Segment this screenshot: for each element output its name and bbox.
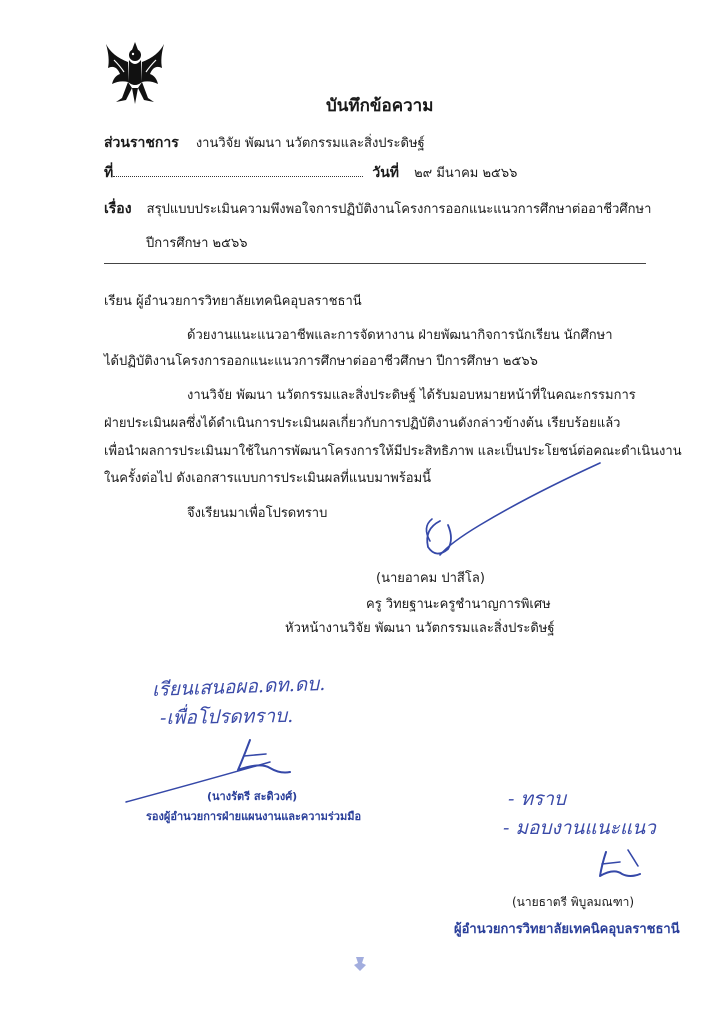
signature-1-scribble [410, 455, 610, 565]
subject-line-2: ปีการศึกษา ๒๕๖๖ [146, 236, 248, 251]
handwritten-note-line-2: -เพื่อโปรดทราบ. [159, 704, 294, 730]
signer1-rank: ครู วิทยฐานะครูชำนาญการพิเศษ [366, 597, 551, 612]
para1-line-2: ได้ปฏิบัติงานโครงการออกแนะแนวการศึกษาต่ออาชีวศึกษา ปีการศึกษา ๒๕๖๖ [104, 354, 538, 369]
header-divider [104, 263, 646, 264]
signer3-position: ผู้อำนวยการวิทยาลัยเทคนิคอุบลราชธานี [454, 922, 680, 937]
para2-line-1: งานวิจัย พัฒนา นวัตกรรมและสิ่งประดิษฐ์ ได้รับมอบหมายหน้าที่ในคณะกรรมการ [187, 388, 636, 403]
department-value: งานวิจัย พัฒนา นวัตกรรมและสิ่งประดิษฐ์ [195, 136, 425, 151]
department-label: ส่วนราชการ [104, 135, 179, 151]
garuda-emblem-icon [102, 38, 168, 110]
signature-3-scribble [592, 846, 652, 886]
signer2-name: (นางรัตรี สะดิวงศ์) [207, 790, 298, 803]
signer3-name: (นายธาตรี พิบูลมณฑา) [512, 895, 635, 909]
handwritten-right-line-1: - ทราบ [508, 788, 566, 810]
stamp-mark-icon [352, 955, 368, 973]
date-label: วันที่ [372, 165, 399, 181]
para2-line-4: ในครั้งต่อไป ดังเอกสารแบบการประเมินผลที่แนบมาพร้อมนี้ [104, 471, 432, 486]
ref-date-row [104, 162, 517, 184]
para2-line-2: ฝ่ายประเมินผลซึ่งได้ดำเนินการประเมินผลเกี่ยวกับการปฏิบัติงานดังกล่าวข้างต้น เรียบร้อยแล้ว [104, 416, 621, 431]
subject-label: เรื่อง [104, 201, 132, 217]
signer2-position: รองผู้อำนวยการฝ่ายแผนงานและความร่วมมือ [146, 810, 362, 823]
salutation: เรียน ผู้อำนวยการวิทยาลัยเทคนิคอุบลราชธานี [104, 294, 362, 309]
para1-line-1: ด้วยงานแนะแนวอาชีพและการจัดหางาน ฝ่ายพัฒนากิจการนักเรียน นักศึกษา [187, 328, 613, 343]
signer1-position: หัวหน้างานวิจัย พัฒนา นวัตกรรมและสิ่งประดิษฐ์ [285, 621, 555, 636]
department-row [104, 132, 425, 154]
ref-label: ที่ [104, 165, 114, 181]
handwritten-right-line-2: - มอบงานแนะแนว [503, 817, 656, 839]
handwritten-note-line-1: เรียนเสนอผอ.ดท.ดบ. [151, 672, 326, 702]
ref-dotted-line [113, 164, 363, 177]
subject-line-1: สรุปแบบประเมินความพึงพอใจการปฏิบัติงานโครงการออกแนะแนวการศึกษาต่ออาชีวศึกษา [146, 202, 652, 217]
signer1-name: (นายอาคม ปาสีโล) [376, 571, 485, 586]
date-value: ๒๙ มีนาคม ๒๕๖๖ [414, 166, 518, 181]
subject-row [104, 198, 651, 220]
memo-title: บันทึกข้อความ [326, 96, 434, 116]
closing-text: จึงเรียนมาเพื่อโปรดทราบ [187, 506, 328, 521]
para2-line-3: เพื่อนำผลการประเมินมาใช้ในการพัฒนาโครงการให้มีประสิทธิภาพ และเป็นประโยชน์ต่อคณะดำเนินงาน [104, 444, 682, 459]
